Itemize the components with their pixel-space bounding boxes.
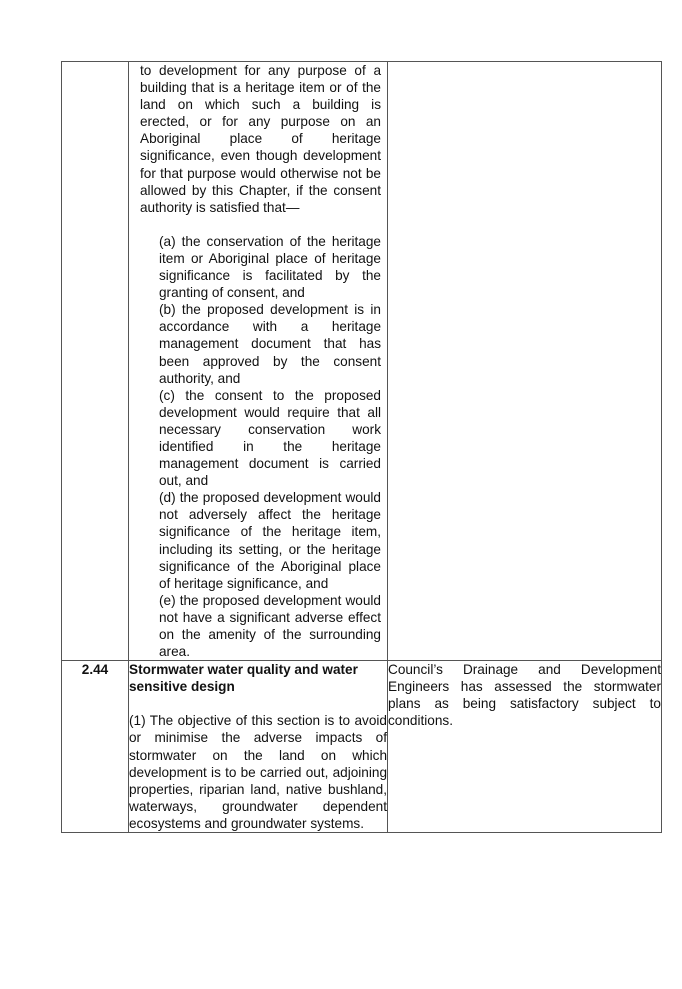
clause-ref-cell — [62, 62, 129, 661]
table-row — [62, 62, 662, 661]
compliance-table — [61, 61, 662, 833]
section-heading: Stormwater water quality and water sensitive design — [129, 662, 358, 695]
clause-d: (d) the proposed development would not adversely affect the heritage significance of the heritage item, including its setting, or the heritage significance of the Aboriginal place of heritage significance, and — [159, 490, 381, 591]
assessment-comment-cell — [388, 62, 662, 661]
control-text-cell — [129, 661, 388, 833]
section-objective-paragraph: (1) The objective of this section is to avoid or minimise the adverse impacts of stormwater on the land on which development is to be carried out, adjoining properties, riparian land, native bushland, waterways, groundwater dependent ecosystems and groundwater systems. — [129, 713, 387, 831]
assessment-comment-cell: Council’s Drainage and Development Engineers has assessed the stormwater plans as being satisfactory subject to conditions. — [388, 661, 662, 833]
table-row — [62, 661, 662, 833]
control-text-cell — [129, 62, 388, 661]
clause-a: (a) the conservation of the heritage item or Aboriginal place of heritage significance is facilitated by the granting of consent, and — [159, 233, 381, 301]
clause-b: (b) the proposed development is in accordance with a heritage management document that has been approved by the consent authority, and — [159, 302, 381, 386]
clause-list — [129, 233, 387, 660]
clause-c: (c) the consent to the proposed development would require that all necessary conservation work identified in the heritage management document is carried out, and — [159, 387, 381, 489]
clause-ref-cell: 2.44 — [62, 661, 129, 833]
control-intro-paragraph: to development for any purpose of a building that is a heritage item or of the land on which such a building is erected, or for any purpose on an Aboriginal place of heritage significance, even though development for that purpose would otherwise not be allowed by this Chapter, if the consent authority is satisfied that— — [140, 63, 381, 215]
clause-e: (e) the proposed development would not have a significant adverse effect on the amenity of the surrounding area. — [159, 592, 381, 660]
